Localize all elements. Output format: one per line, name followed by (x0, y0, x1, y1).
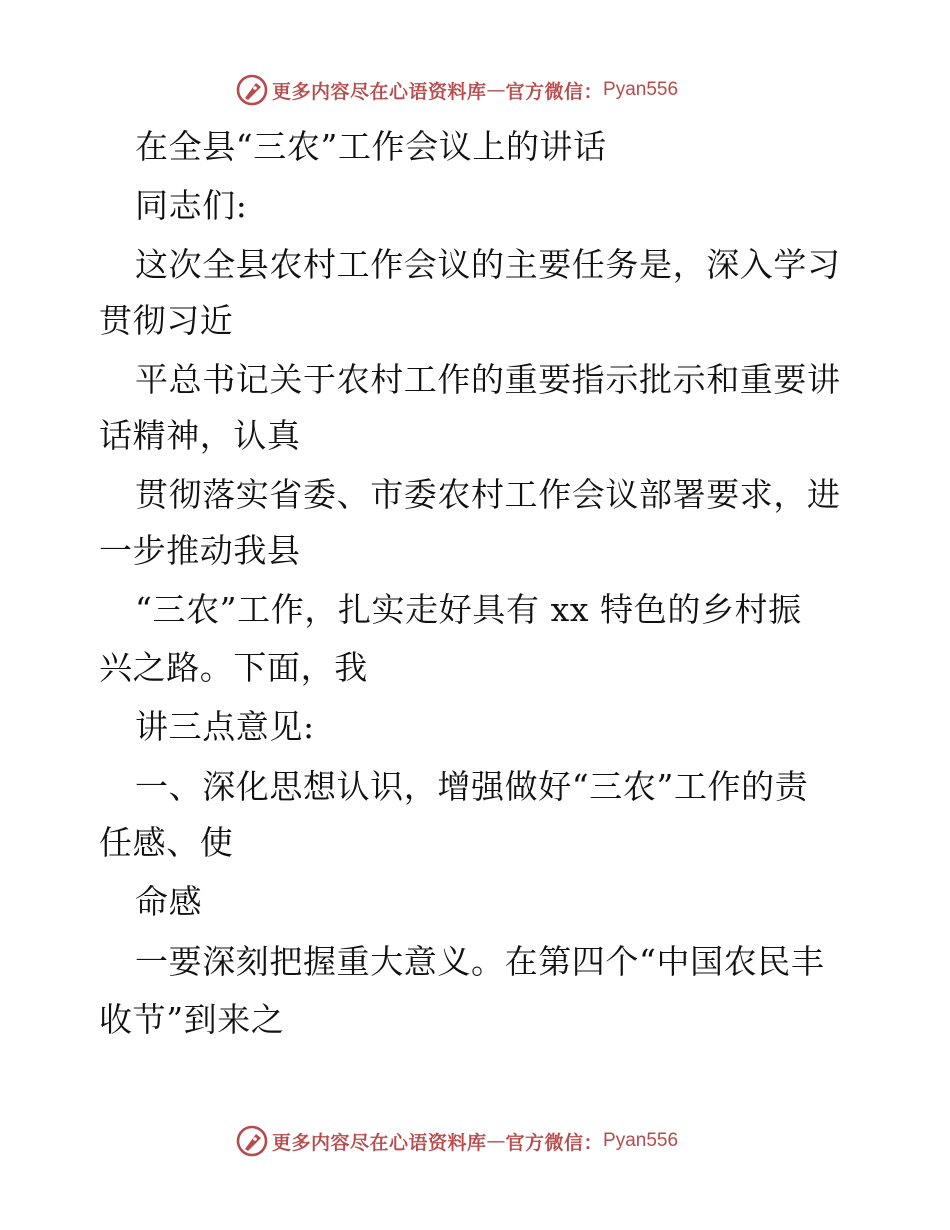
pen-nib-logo-icon (236, 1125, 268, 1157)
banner-separator: — (486, 1130, 506, 1152)
banner-brand-text: 更多内容尽在心语资料库 (272, 1131, 487, 1154)
header-banner (236, 73, 678, 107)
document-line: 兴之路。下面，我 (99, 648, 368, 687)
banner-wechat-id: Pyan556 (603, 79, 679, 100)
footer-banner (236, 1124, 678, 1158)
document-line: 贯彻习近 (99, 301, 234, 340)
document-line: 话精神，认真 (99, 416, 301, 455)
banner-wechat-label: 官方微信： (505, 80, 604, 103)
pen-nib-logo-icon (236, 74, 268, 106)
document-line: 收节”到来之 (99, 1000, 285, 1039)
document-line: 平总书记关于农村工作的重要指示批示和重要讲 (135, 360, 841, 399)
document-line: 一步推动我县 (99, 531, 301, 570)
document-line: 命感 (135, 882, 203, 921)
banner-wechat-id: Pyan556 (603, 1130, 679, 1151)
banner-brand-text: 更多内容尽在心语资料库 (272, 80, 487, 103)
document-line: 同志们: (135, 186, 248, 225)
document-line: 任感、使 (99, 823, 234, 862)
document-line: “三农”工作，扎实走好具有 xx 特色的乡村振 (135, 590, 802, 629)
banner-wechat-label: 官方微信： (505, 1131, 604, 1154)
document-line: 一要深刻把握重大意义。在第四个“中国农民丰 (135, 942, 825, 981)
document-title: 在全县“三农”工作会议上的讲话 (135, 127, 607, 166)
document-line: 贯彻落实省委、市委农村工作会议部署要求，进 (135, 475, 841, 514)
banner-separator: — (486, 79, 506, 101)
document-line: 讲三点意见: (135, 707, 315, 746)
document-line: 这次全县农村工作会议的主要任务是，深入学习 (135, 245, 841, 284)
document-line: 一、深化思想认识，增强做好“三农”工作的责 (135, 767, 809, 806)
